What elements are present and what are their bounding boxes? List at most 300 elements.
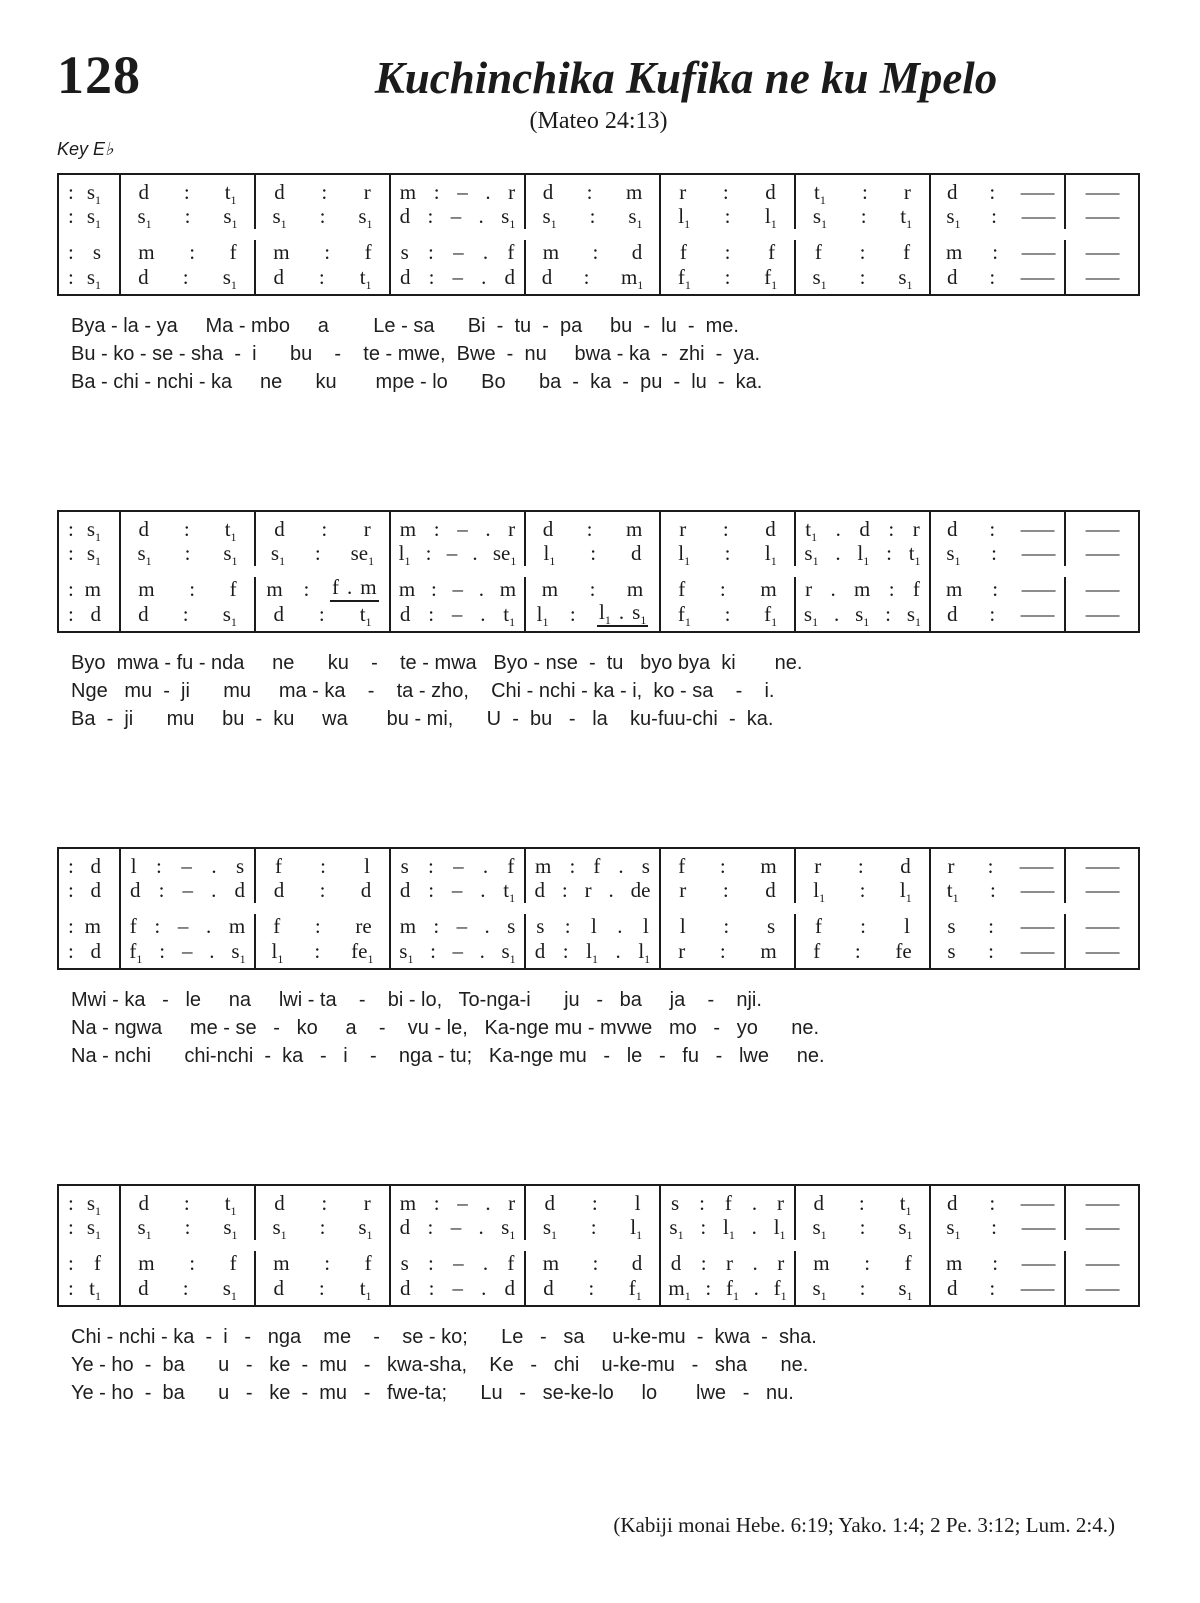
solfa-token: d (138, 264, 149, 289)
solfa-token: : (318, 264, 325, 289)
solfa-token: m (760, 853, 777, 878)
solfa-token: : (719, 577, 726, 601)
score-cell (526, 577, 661, 602)
solfa-token: – (457, 179, 468, 204)
solfa-token: : (569, 853, 576, 878)
score-cell (526, 939, 661, 968)
solfa-token: m (541, 577, 559, 601)
score-cell (59, 849, 121, 878)
solfa-token: m (138, 1251, 155, 1275)
solfa-token: — (1021, 541, 1055, 565)
solfa-token: d (946, 1190, 958, 1215)
score-cell (931, 1276, 1066, 1305)
solfa-token: $s_1$ (812, 1215, 827, 1242)
solfa-token: : (318, 601, 325, 626)
solfa-token: : (68, 264, 74, 289)
solfa-token: $s_1$ (86, 541, 101, 568)
score-cell (931, 1186, 1066, 1215)
lyric-line: Na - nchi chi-nchi - ka - i - nga - tu; Ka-nge mu - le - fu - lwe ne. (71, 1045, 825, 1067)
solfa-token: $l_1$ (764, 204, 777, 231)
solfa-token: s (670, 1190, 680, 1215)
solfa-token: $l_1$ (630, 1215, 643, 1242)
solfa-token: . (480, 601, 486, 626)
solfa-token: d (90, 938, 101, 963)
solfa-token: : (183, 1190, 190, 1215)
solfa-token: d (631, 240, 643, 264)
solfa-token: r (508, 1190, 516, 1215)
solfa-token: d (670, 1251, 682, 1275)
score-cell (256, 265, 391, 294)
score-cell (661, 939, 796, 968)
solfa-token: — (1020, 938, 1054, 963)
score-gap-cell (1066, 1240, 1138, 1251)
solfa-token: : (428, 264, 435, 289)
solfa-token: $t_1$ (946, 878, 959, 905)
solfa-token: $s_1$ (222, 264, 237, 292)
solfa-token: $t_1$ (359, 264, 372, 292)
solfa-token: d (504, 1275, 515, 1300)
solfa-token: : (723, 914, 730, 938)
solfa-token: $s_1$ (906, 601, 922, 629)
solfa-token: $s_1$ (501, 1215, 516, 1242)
solfa-token: $f_1$ (677, 601, 691, 629)
solfa-token: $f_1$ (725, 1275, 739, 1303)
solfa-token: d (544, 1190, 555, 1215)
score-cell (796, 849, 931, 878)
solfa-token: f (229, 240, 237, 264)
solfa-token: : (430, 938, 436, 963)
solfa-token: $s_1$ (542, 204, 557, 231)
solfa-token: — (1085, 577, 1119, 601)
score-gap-cell (121, 1240, 256, 1251)
solfa-token: : (428, 601, 435, 626)
solfa-token: f (129, 914, 137, 938)
solfa-token: $s_1$ (501, 204, 516, 231)
solfa-token: d (130, 878, 141, 902)
score-cell (931, 175, 1066, 204)
solfa-token: $l_1$ (398, 541, 411, 568)
solfa-token: — (1085, 516, 1119, 541)
solfa-token: : (428, 1251, 434, 1275)
solfa-token: : (864, 1251, 871, 1275)
solfa-token: — (1021, 1215, 1055, 1239)
score-cell (661, 577, 796, 602)
solfa-token: : (705, 1275, 712, 1300)
solfa-token: $t_1$ (89, 1275, 101, 1303)
solfa-token: f (912, 577, 920, 601)
solfa-token: — (1085, 240, 1119, 264)
score-cell (526, 541, 661, 566)
solfa-token: : (989, 1190, 996, 1215)
solfa-token: : (886, 541, 892, 565)
solfa-token: : (433, 1190, 440, 1215)
solfa-token: d (274, 1190, 285, 1215)
solfa-token: d (273, 878, 285, 902)
solfa-token: f (229, 577, 237, 601)
solfa-token: l (364, 853, 370, 878)
solfa-token: : (854, 938, 861, 963)
solfa-token: m (945, 1251, 963, 1275)
solfa-token: $t_1$ (503, 601, 516, 629)
solfa-token: m (945, 577, 963, 601)
lyric-line: Byo mwa - fu - nda ne ku - te - mwa Byo - nse - tu byo bya ki ne. (71, 652, 803, 674)
solfa-token: $s_1$ (812, 1275, 827, 1303)
solfa-token: $s_1$ (628, 204, 643, 231)
solfa-token: d (765, 179, 776, 204)
solfa-token: : (182, 1275, 189, 1300)
solfa-token: : (68, 179, 74, 204)
solfa-token: . (485, 179, 491, 204)
solfa-token: f (813, 938, 821, 963)
score-cell (121, 849, 256, 878)
solfa-token: $t_1$ (899, 1190, 912, 1218)
solfa-token: r (805, 577, 813, 601)
solfa-token: . (833, 601, 840, 626)
solfa-token: $t_1$ (224, 1190, 237, 1218)
score-section (57, 847, 1140, 1070)
solfa-token: : (68, 1215, 74, 1239)
solfa-token: – (453, 240, 464, 264)
solfa-token: r (903, 179, 911, 204)
solfa-token: $l_1$ (857, 541, 870, 568)
solfa-token: : (314, 938, 321, 963)
score-cell (931, 849, 1066, 878)
verse-lyrics (71, 1323, 1140, 1407)
score-cell (796, 914, 931, 939)
score-cell (391, 204, 526, 229)
solfa-token: $s_1$ (898, 1275, 913, 1303)
solfa-token: s (947, 938, 956, 963)
score-cell (59, 577, 121, 602)
solfa-token: r (584, 878, 592, 902)
solfa-token: r (363, 1190, 371, 1215)
solfa-token: m (399, 914, 417, 938)
solfa-token: f (507, 240, 515, 264)
solfa-token: — (1085, 878, 1119, 902)
score-cell (796, 939, 931, 968)
solfa-token: l (591, 914, 597, 938)
solfa-token: : (184, 204, 191, 228)
score-cell (661, 914, 796, 939)
score-gap-cell (1066, 229, 1138, 240)
solfa-token: — (1085, 938, 1119, 963)
solfa-token: — (1020, 853, 1054, 878)
solfa-token: f (724, 1190, 732, 1215)
solfa-token: – (452, 577, 464, 601)
solfa-token: $fe_1$ (351, 938, 374, 966)
solfa-token: r (363, 179, 371, 204)
solfa-token: — (1085, 601, 1119, 626)
score-cell (661, 602, 796, 631)
score-cell (1066, 1215, 1138, 1240)
solfa-token: – (177, 914, 189, 938)
solfa-token: s (400, 853, 409, 878)
lyric-line: Nge mu - ji mu ma - ka - ta - zho, Chi - nchi - ka - i, ko - sa - i. (71, 680, 775, 702)
score-cell (1066, 878, 1138, 903)
solfa-token: . (830, 577, 836, 601)
score-cell (121, 878, 256, 903)
score-cell (256, 939, 391, 968)
solfa-token: : (433, 914, 440, 938)
score-cell (59, 204, 121, 229)
solfa-token: – (452, 1275, 464, 1300)
solfa-token: . (479, 938, 485, 963)
score-cell (931, 878, 1066, 903)
solfa-token: $s_1$ (137, 204, 152, 231)
solfa-token: f (593, 853, 601, 878)
solfa-token: : (428, 878, 435, 902)
solfa-token: : (425, 541, 432, 565)
solfa-token: $s_1$ (137, 1215, 152, 1242)
lyric-line: Mwi - ka - le na lwi - ta - bi - lo, To-nga-i ju - ba ja - nji. (71, 989, 762, 1011)
solfa-token: : (562, 938, 569, 963)
score-cell (661, 240, 796, 265)
solfa-token: f (273, 914, 281, 938)
solfa-token: $s_1$ (272, 1215, 287, 1242)
solfa-token: m (398, 577, 416, 601)
score-cell (661, 1215, 796, 1240)
solfa-token: $s_1$ (222, 601, 237, 629)
solfa-token: – (446, 541, 458, 565)
solfa-token: : (68, 1251, 74, 1275)
footer-references: (Kabiji monai Hebe. 6:19; Yako. 1:4; 2 Pe. 3:12; Lum. 2:4.) (613, 1513, 1115, 1537)
solfa-token: d (90, 853, 101, 878)
solfa-token: : (428, 240, 434, 264)
solfa-token: $l_1$ (678, 541, 691, 568)
solfa-token: f (507, 853, 515, 878)
solfa-token: d (274, 516, 285, 541)
solfa-token: $t_1$ (359, 1275, 372, 1303)
solfa-token: — (1085, 1215, 1119, 1239)
solfa-token: : (724, 601, 731, 626)
solfa-token: f (678, 577, 686, 601)
score-section (57, 173, 1140, 396)
solfa-token: — (1021, 577, 1056, 601)
score-cell (256, 849, 391, 878)
solfa-token: : (888, 577, 895, 601)
solfa-token: m (273, 240, 290, 264)
solfa-token: d (90, 878, 101, 902)
solfa-token: $s_1$ (399, 938, 414, 966)
solfa-token: : (68, 914, 74, 938)
score-cell (121, 602, 256, 631)
solfa-token: d (946, 264, 958, 289)
solfa-token: : (428, 853, 434, 878)
solfa-token: $t_1$ (805, 516, 818, 544)
score-cell (1066, 541, 1138, 566)
solfa-token: : (586, 179, 593, 204)
score-cell (931, 939, 1066, 968)
score-cell (796, 204, 931, 229)
solfa-token: : (433, 516, 440, 541)
solfa-token: $m_1$ (620, 264, 644, 292)
solfa-token: – (451, 601, 463, 626)
solfa-token: . (481, 264, 487, 289)
score-cell (391, 939, 526, 968)
score-cell (1066, 240, 1138, 265)
score-cell (391, 1215, 526, 1240)
solfa-token: : (991, 204, 998, 228)
solfa-token: — (1085, 541, 1119, 565)
solfa-token: : (68, 1275, 74, 1300)
score-gap-cell (256, 1240, 391, 1251)
score-cell (256, 1215, 391, 1240)
solfa-token: $l_1$ (543, 541, 556, 568)
score-cell (121, 1215, 256, 1240)
solfa-token: $s_1$ (358, 1215, 373, 1242)
score-cell (526, 240, 661, 265)
score-cell (256, 878, 391, 903)
solfa-token: m (813, 1251, 830, 1275)
score-gap-cell (661, 566, 796, 577)
solfa-token: . (482, 1251, 489, 1275)
solfa-token: . (753, 1275, 759, 1300)
solfa-token: : (156, 853, 162, 878)
solfa-score-table (57, 510, 1140, 633)
solfa-token: $s_1$ (632, 599, 647, 627)
solfa-token: $s_1$ (86, 1190, 101, 1218)
score-gap-cell (931, 1240, 1066, 1251)
score-cell (59, 1215, 121, 1240)
score-cell (391, 577, 526, 602)
solfa-token: : (158, 878, 165, 902)
score-cell (931, 240, 1066, 265)
hymn-number: 128 (57, 45, 141, 105)
solfa-token: m (138, 240, 155, 264)
solfa-token: s (947, 914, 956, 938)
solfa-token: . (481, 1275, 487, 1300)
score-cell (931, 577, 1066, 602)
solfa-token: $t_1$ (908, 541, 921, 568)
solfa-token: . (615, 938, 621, 963)
score-cell (256, 577, 391, 602)
score-cell (526, 849, 661, 878)
solfa-token: $s_1$ (223, 1215, 238, 1242)
solfa-token: $s_1$ (223, 541, 238, 568)
score-gap-cell (59, 1240, 121, 1251)
score-gap-cell (931, 903, 1066, 914)
solfa-token: $t_1$ (814, 179, 826, 207)
solfa-token: f (814, 240, 822, 264)
solfa-token: : (68, 601, 74, 626)
score-cell (121, 541, 256, 566)
solfa-token: s (92, 240, 101, 264)
solfa-token: $s_1$ (86, 264, 101, 292)
score-gap-cell (121, 566, 256, 577)
solfa-token: : (319, 1215, 326, 1239)
score-cell (391, 265, 526, 294)
solfa-token: : (182, 264, 189, 289)
solfa-token: f (94, 1251, 101, 1275)
solfa-token: $s_1$ (898, 264, 913, 292)
solfa-token: — (1020, 264, 1055, 289)
score-cell (796, 541, 931, 566)
solfa-token: d (138, 179, 149, 204)
solfa-token: $l_1$ (599, 599, 611, 627)
solfa-token: : (586, 516, 593, 541)
score-cell (391, 1276, 526, 1305)
solfa-token: d (900, 853, 911, 878)
solfa-token: m (138, 577, 155, 601)
solfa-token: r (947, 853, 955, 878)
score-cell (391, 175, 526, 204)
scripture-reference: (Mateo 24:13) (529, 108, 668, 134)
solfa-token: d (90, 601, 101, 626)
solfa-token: r (814, 853, 822, 878)
solfa-token: $s_1$ (222, 1275, 237, 1303)
score-cell (256, 1276, 391, 1305)
score-cell (256, 602, 391, 631)
solfa-token: d (859, 516, 870, 541)
solfa-token: : (988, 938, 995, 963)
solfa-token: : (588, 1275, 595, 1300)
solfa-token: . (347, 575, 353, 599)
score-gap-cell (931, 229, 1066, 240)
solfa-token: d (360, 878, 372, 902)
solfa-token: d (399, 878, 411, 902)
solfa-token: $l_1$ (773, 1215, 786, 1242)
solfa-token: s (766, 914, 776, 938)
solfa-token: — (1021, 204, 1055, 228)
solfa-token: — (1020, 914, 1054, 938)
score-cell (391, 541, 526, 566)
score-cell (59, 175, 121, 207)
solfa-token: . (751, 1215, 757, 1239)
solfa-token: m (542, 240, 560, 264)
score-cell (796, 1215, 931, 1240)
score-gap-cell (121, 229, 256, 240)
score-cell (661, 512, 796, 541)
score-gap-cell (796, 903, 931, 914)
score-gap-cell (1066, 566, 1138, 577)
solfa-token: : (722, 878, 729, 902)
solfa-token: f (229, 1251, 237, 1275)
score-cell (661, 1186, 796, 1215)
verse-lyrics (71, 986, 1140, 1070)
solfa-token: $f_1$ (773, 1275, 787, 1303)
score-cell (121, 577, 256, 602)
score-cell (1066, 577, 1138, 602)
solfa-token: $l_1$ (586, 938, 599, 966)
solfa-token: f (815, 914, 823, 938)
solfa-token: d (399, 601, 411, 626)
score-gap-cell (1066, 903, 1138, 914)
score-cell (661, 541, 796, 566)
solfa-token: m (945, 240, 963, 264)
score-cell (121, 939, 256, 968)
score-cell (796, 512, 931, 544)
solfa-token: : (591, 1190, 598, 1215)
solfa-token: s (400, 1251, 409, 1275)
score-cell (256, 240, 391, 265)
solfa-token: . (484, 914, 490, 938)
solfa-token: : (319, 204, 326, 228)
score-cell (59, 914, 121, 939)
solfa-token: $s_1$ (946, 1215, 961, 1242)
solfa-token: $s_1$ (855, 601, 870, 629)
score-cell (59, 1276, 121, 1305)
solfa-token: l (130, 853, 137, 878)
solfa-token: : (321, 179, 328, 204)
score-gap-cell (796, 1240, 931, 1251)
solfa-token: $f_1$ (628, 1275, 642, 1303)
solfa-token: : (724, 204, 731, 228)
solfa-token: $l_1$ (678, 204, 691, 231)
score-gap-cell (526, 566, 661, 577)
solfa-token: : (724, 240, 731, 264)
score-cell (391, 914, 526, 939)
solfa-token: : (989, 264, 996, 289)
